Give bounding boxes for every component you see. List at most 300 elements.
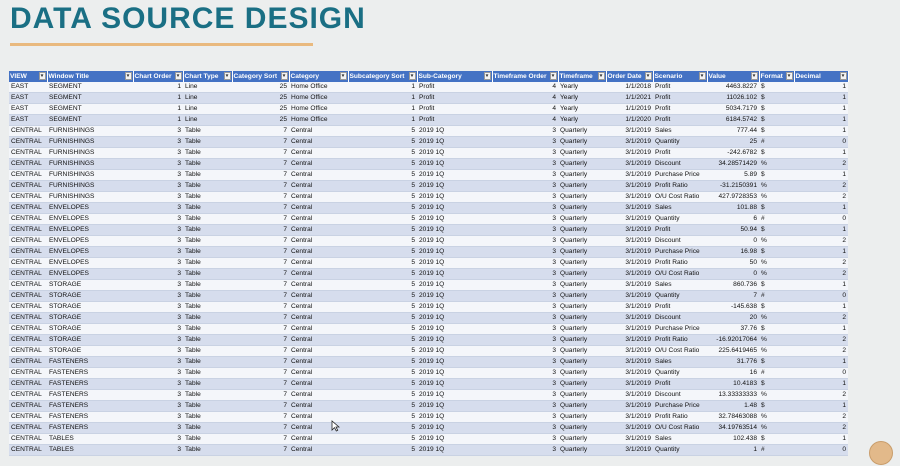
table-cell[interactable]: 777.44 [707,126,759,137]
table-cell[interactable]: 0 [794,291,848,302]
filter-dropdown-icon[interactable]: ▾ [550,72,557,80]
table-cell[interactable]: 3 [492,214,558,225]
table-cell[interactable]: Table [183,269,232,280]
table-cell[interactable]: Quarterly [558,258,606,269]
table-cell[interactable]: $ [759,82,794,93]
table-cell[interactable]: 7 [232,401,289,412]
table-cell[interactable]: Sales [653,280,707,291]
table-cell[interactable]: Quarterly [558,445,606,456]
table-cell[interactable]: SEGMENT [47,82,133,93]
table-cell[interactable]: 3 [133,181,183,192]
table-cell[interactable]: 7 [232,126,289,137]
table-cell[interactable]: O/U Cost Ratio [653,423,707,434]
table-cell[interactable]: -242.6782 [707,148,759,159]
filter-dropdown-icon[interactable]: ▾ [39,72,46,80]
table-cell[interactable]: 7 [232,247,289,258]
table-cell[interactable]: 6184.5742 [707,115,759,126]
table-cell[interactable]: 3/1/2019 [606,368,653,379]
table-cell[interactable]: 3/1/2019 [606,291,653,302]
table-cell[interactable]: 2 [794,258,848,269]
table-cell[interactable]: 2019 1Q [417,258,492,269]
table-cell[interactable]: # [759,137,794,148]
table-cell[interactable]: 3 [492,247,558,258]
table-cell[interactable]: Quarterly [558,379,606,390]
table-cell[interactable]: 3 [133,159,183,170]
table-cell[interactable]: 1 [794,115,848,126]
table-cell[interactable]: 2019 1Q [417,170,492,181]
table-cell[interactable]: CENTRAL [9,423,47,434]
table-cell[interactable]: % [759,258,794,269]
table-cell[interactable]: # [759,291,794,302]
table-cell[interactable]: 2 [794,181,848,192]
table-cell[interactable]: 3 [133,214,183,225]
table-cell[interactable]: FURNISHINGS [47,148,133,159]
table-cell[interactable]: 3/1/2019 [606,379,653,390]
table-cell[interactable]: 50.94 [707,225,759,236]
table-cell[interactable]: % [759,335,794,346]
table-cell[interactable]: 0 [707,269,759,280]
table-cell[interactable]: 3 [133,368,183,379]
table-cell[interactable]: Yearly [558,82,606,93]
table-cell[interactable]: Central [289,258,348,269]
table-cell[interactable]: Quarterly [558,401,606,412]
table-cell[interactable]: 1 [794,203,848,214]
table-cell[interactable]: 3 [492,126,558,137]
table-cell[interactable]: 1.48 [707,401,759,412]
column-header[interactable] [417,71,492,82]
table-cell[interactable]: Quarterly [558,203,606,214]
table-cell[interactable]: -145.638 [707,302,759,313]
table-cell[interactable]: Profit [653,148,707,159]
table-cell[interactable]: 3 [492,137,558,148]
table-cell[interactable]: 3 [133,335,183,346]
table-cell[interactable]: $ [759,93,794,104]
table-cell[interactable]: 5 [348,324,417,335]
table-cell[interactable]: % [759,313,794,324]
table-cell[interactable]: 20 [707,313,759,324]
table-cell[interactable]: CENTRAL [9,313,47,324]
table-cell[interactable]: 7 [232,225,289,236]
table-cell[interactable]: Home Office [289,93,348,104]
table-cell[interactable]: 3 [133,412,183,423]
table-cell[interactable]: 3 [492,346,558,357]
table-cell[interactable]: FURNISHINGS [47,126,133,137]
table-cell[interactable]: 2019 1Q [417,379,492,390]
table-cell[interactable]: 3 [133,137,183,148]
table-cell[interactable]: 3/1/2019 [606,335,653,346]
filter-dropdown-icon[interactable]: ▾ [409,72,416,80]
table-cell[interactable]: 3 [133,423,183,434]
table-cell[interactable]: $ [759,126,794,137]
column-header[interactable] [47,71,133,82]
table-cell[interactable]: 7 [232,412,289,423]
table-cell[interactable]: Quarterly [558,236,606,247]
table-cell[interactable]: 6 [707,214,759,225]
table-cell[interactable]: 5 [348,434,417,445]
table-cell[interactable]: Profit [417,104,492,115]
table-cell[interactable]: 2019 1Q [417,280,492,291]
table-cell[interactable]: STORAGE [47,335,133,346]
table-cell[interactable]: Table [183,170,232,181]
table-cell[interactable]: O/U Cost Ratio [653,269,707,280]
table-cell[interactable]: CENTRAL [9,434,47,445]
table-cell[interactable]: Central [289,214,348,225]
table-cell[interactable]: Discount [653,159,707,170]
table-cell[interactable]: 5 [348,203,417,214]
table-cell[interactable]: 3 [492,203,558,214]
table-cell[interactable]: 1/1/2020 [606,115,653,126]
table-cell[interactable]: 7 [232,324,289,335]
table-cell[interactable]: 5 [348,335,417,346]
table-cell[interactable]: 1 [794,93,848,104]
table-cell[interactable]: SEGMENT [47,115,133,126]
table-cell[interactable]: 3/1/2019 [606,137,653,148]
filter-dropdown-icon[interactable]: ▾ [281,72,288,80]
table-cell[interactable]: 2 [794,159,848,170]
table-cell[interactable]: 427.9728353 [707,192,759,203]
table-cell[interactable]: 5 [348,357,417,368]
table-cell[interactable]: $ [759,247,794,258]
filter-dropdown-icon[interactable]: ▾ [840,72,847,80]
table-cell[interactable]: 7 [232,302,289,313]
column-header[interactable] [9,71,47,82]
table-cell[interactable]: 2019 1Q [417,203,492,214]
table-cell[interactable]: Central [289,137,348,148]
table-cell[interactable]: % [759,236,794,247]
table-cell[interactable]: 1 [794,104,848,115]
table-cell[interactable]: Yearly [558,115,606,126]
table-cell[interactable]: Line [183,82,232,93]
table-cell[interactable]: Profit [653,379,707,390]
table-cell[interactable]: 3 [492,313,558,324]
table-cell[interactable]: Table [183,434,232,445]
table-cell[interactable]: 3 [492,291,558,302]
table-cell[interactable]: 3 [492,357,558,368]
table-cell[interactable]: 5 [348,368,417,379]
table-cell[interactable]: Table [183,159,232,170]
table-cell[interactable]: 3/1/2019 [606,159,653,170]
table-cell[interactable]: CENTRAL [9,324,47,335]
table-cell[interactable]: 5 [348,445,417,456]
table-cell[interactable]: 225.6419465 [707,346,759,357]
table-cell[interactable]: 2 [794,269,848,280]
table-cell[interactable]: Central [289,203,348,214]
table-cell[interactable]: STORAGE [47,313,133,324]
table-cell[interactable]: EAST [9,82,47,93]
column-header[interactable] [606,71,653,82]
table-cell[interactable]: 7 [232,390,289,401]
table-cell[interactable]: Sales [653,203,707,214]
table-cell[interactable]: Central [289,390,348,401]
table-cell[interactable]: CENTRAL [9,412,47,423]
table-cell[interactable]: CENTRAL [9,247,47,258]
table-cell[interactable]: 5 [348,137,417,148]
table-cell[interactable]: 1 [794,434,848,445]
table-cell[interactable]: 25 [232,93,289,104]
filter-dropdown-icon[interactable]: ▾ [598,72,605,80]
table-cell[interactable]: Table [183,192,232,203]
table-cell[interactable]: 34.28571429 [707,159,759,170]
table-cell[interactable]: 3/1/2019 [606,324,653,335]
column-header[interactable] [183,71,232,82]
table-cell[interactable]: Central [289,302,348,313]
table-cell[interactable]: ENVELOPES [47,203,133,214]
table-cell[interactable]: CENTRAL [9,258,47,269]
table-cell[interactable]: ENVELOPES [47,269,133,280]
table-cell[interactable]: Quarterly [558,291,606,302]
table-cell[interactable]: 2019 1Q [417,236,492,247]
table-cell[interactable]: CENTRAL [9,148,47,159]
table-cell[interactable]: 3/1/2019 [606,203,653,214]
table-cell[interactable]: % [759,159,794,170]
table-cell[interactable]: Quarterly [558,346,606,357]
table-cell[interactable]: 3 [133,313,183,324]
table-cell[interactable]: 1/1/2018 [606,82,653,93]
table-cell[interactable]: 2 [794,346,848,357]
column-header[interactable] [289,71,348,82]
table-cell[interactable]: 1 [133,93,183,104]
table-cell[interactable]: 5 [348,214,417,225]
table-cell[interactable]: 2 [794,313,848,324]
table-cell[interactable]: Quantity [653,368,707,379]
table-cell[interactable]: 3/1/2019 [606,280,653,291]
column-header[interactable] [232,71,289,82]
table-cell[interactable]: Quarterly [558,269,606,280]
table-cell[interactable]: O/U Cost Ratio [653,346,707,357]
filter-dropdown-icon[interactable]: ▾ [751,72,758,80]
table-cell[interactable]: 3/1/2019 [606,302,653,313]
table-cell[interactable]: 4 [492,82,558,93]
table-cell[interactable]: 2019 1Q [417,137,492,148]
table-cell[interactable]: 3 [133,258,183,269]
table-cell[interactable]: Central [289,225,348,236]
table-cell[interactable]: % [759,346,794,357]
table-cell[interactable]: FASTENERS [47,357,133,368]
table-cell[interactable]: 1 [794,126,848,137]
table-cell[interactable]: Profit Ratio [653,335,707,346]
table-cell[interactable]: $ [759,434,794,445]
table-cell[interactable]: Central [289,181,348,192]
table-cell[interactable]: CENTRAL [9,280,47,291]
table-cell[interactable]: 5 [348,225,417,236]
table-cell[interactable]: Profit Ratio [653,181,707,192]
table-cell[interactable]: Quarterly [558,313,606,324]
table-cell[interactable]: Yearly [558,104,606,115]
table-cell[interactable]: 3 [133,379,183,390]
table-cell[interactable]: Purchase Price [653,401,707,412]
table-cell[interactable]: SEGMENT [47,104,133,115]
table-cell[interactable]: 5 [348,269,417,280]
table-cell[interactable]: 5 [348,346,417,357]
table-cell[interactable]: Quarterly [558,302,606,313]
table-cell[interactable]: Table [183,335,232,346]
table-cell[interactable]: 3 [133,148,183,159]
table-cell[interactable]: 5 [348,159,417,170]
table-cell[interactable]: # [759,214,794,225]
table-cell[interactable]: $ [759,170,794,181]
table-cell[interactable]: Profit [653,115,707,126]
table-cell[interactable]: Quarterly [558,280,606,291]
table-cell[interactable]: STORAGE [47,346,133,357]
table-cell[interactable]: O/U Cost Ratio [653,192,707,203]
table-cell[interactable]: 3 [133,126,183,137]
table-cell[interactable]: 5 [348,247,417,258]
table-cell[interactable]: 1 [794,225,848,236]
table-cell[interactable]: FASTENERS [47,368,133,379]
table-cell[interactable]: CENTRAL [9,357,47,368]
table-cell[interactable]: 5 [348,258,417,269]
table-cell[interactable]: $ [759,115,794,126]
table-cell[interactable]: Quarterly [558,368,606,379]
table-cell[interactable]: 7 [232,335,289,346]
table-cell[interactable]: 102.438 [707,434,759,445]
table-cell[interactable]: 5 [348,401,417,412]
table-cell[interactable]: 2019 1Q [417,313,492,324]
table-cell[interactable]: Quarterly [558,137,606,148]
table-cell[interactable]: 1 [794,324,848,335]
table-cell[interactable]: 7 [232,258,289,269]
table-cell[interactable]: 1 [794,280,848,291]
table-cell[interactable]: 3 [492,324,558,335]
table-cell[interactable]: 2019 1Q [417,412,492,423]
filter-dropdown-icon[interactable]: ▾ [340,72,347,80]
table-cell[interactable]: 7 [232,357,289,368]
table-cell[interactable]: 5.89 [707,170,759,181]
table-cell[interactable]: Profit Ratio [653,412,707,423]
column-header[interactable] [794,71,848,82]
table-cell[interactable]: 1 [794,170,848,181]
table-cell[interactable]: CENTRAL [9,379,47,390]
table-cell[interactable]: 5 [348,390,417,401]
table-cell[interactable]: 3/1/2019 [606,390,653,401]
table-cell[interactable]: 3 [492,258,558,269]
table-cell[interactable]: FASTENERS [47,423,133,434]
table-cell[interactable]: 25 [232,104,289,115]
table-cell[interactable]: Line [183,115,232,126]
table-cell[interactable]: 7 [232,181,289,192]
table-cell[interactable]: 2 [794,412,848,423]
table-cell[interactable]: Home Office [289,82,348,93]
column-header[interactable] [653,71,707,82]
table-cell[interactable]: 3/1/2019 [606,192,653,203]
table-cell[interactable]: CENTRAL [9,401,47,412]
table-cell[interactable]: Table [183,324,232,335]
table-cell[interactable]: # [759,368,794,379]
table-cell[interactable]: 3 [492,445,558,456]
table-cell[interactable]: Table [183,390,232,401]
table-cell[interactable]: 3 [492,192,558,203]
table-cell[interactable]: % [759,269,794,280]
table-cell[interactable]: Central [289,159,348,170]
table-cell[interactable]: $ [759,104,794,115]
table-cell[interactable]: EAST [9,93,47,104]
table-cell[interactable]: Profit [653,104,707,115]
table-cell[interactable]: 2 [794,192,848,203]
table-cell[interactable]: 1 [707,445,759,456]
table-cell[interactable]: Quantity [653,137,707,148]
table-cell[interactable]: 3 [133,302,183,313]
table-cell[interactable]: CENTRAL [9,126,47,137]
table-cell[interactable]: 7 [232,236,289,247]
table-cell[interactable]: ENVELOPES [47,225,133,236]
filter-dropdown-icon[interactable]: ▾ [786,72,793,80]
table-cell[interactable]: 3 [492,390,558,401]
table-cell[interactable]: 3/1/2019 [606,423,653,434]
table-cell[interactable]: $ [759,401,794,412]
table-cell[interactable]: 3 [492,368,558,379]
table-cell[interactable]: 2019 1Q [417,181,492,192]
table-cell[interactable]: 2019 1Q [417,302,492,313]
table-cell[interactable]: 3 [133,203,183,214]
table-cell[interactable]: 5 [348,313,417,324]
table-cell[interactable]: $ [759,357,794,368]
table-cell[interactable]: Central [289,445,348,456]
table-cell[interactable]: 1 [133,82,183,93]
table-cell[interactable]: STORAGE [47,280,133,291]
table-cell[interactable]: FURNISHINGS [47,181,133,192]
table-cell[interactable]: 3 [492,170,558,181]
table-cell[interactable]: Profit [417,115,492,126]
table-cell[interactable]: CENTRAL [9,203,47,214]
table-cell[interactable]: 3 [492,423,558,434]
table-cell[interactable]: 1 [133,115,183,126]
table-cell[interactable]: 2019 1Q [417,291,492,302]
table-cell[interactable]: Table [183,148,232,159]
table-cell[interactable]: 50 [707,258,759,269]
table-cell[interactable]: % [759,390,794,401]
table-cell[interactable]: 3 [492,269,558,280]
table-cell[interactable]: 2 [794,236,848,247]
table-cell[interactable]: STORAGE [47,291,133,302]
table-cell[interactable]: $ [759,148,794,159]
table-cell[interactable]: 3 [492,335,558,346]
table-cell[interactable]: 0 [794,445,848,456]
table-cell[interactable]: 3 [133,247,183,258]
table-cell[interactable]: 34.19763514 [707,423,759,434]
table-cell[interactable]: 1 [348,82,417,93]
table-cell[interactable]: Quarterly [558,170,606,181]
table-cell[interactable]: CENTRAL [9,291,47,302]
table-cell[interactable]: STORAGE [47,324,133,335]
table-cell[interactable]: 860.736 [707,280,759,291]
table-cell[interactable]: 3/1/2019 [606,258,653,269]
table-cell[interactable]: Table [183,214,232,225]
table-cell[interactable]: 3/1/2019 [606,269,653,280]
table-cell[interactable]: Central [289,434,348,445]
table-cell[interactable]: Table [183,126,232,137]
table-cell[interactable]: 3 [492,236,558,247]
table-cell[interactable]: Profit [653,82,707,93]
table-cell[interactable]: Table [183,445,232,456]
table-cell[interactable]: 2019 1Q [417,214,492,225]
table-cell[interactable]: Table [183,412,232,423]
table-cell[interactable]: Table [183,401,232,412]
table-cell[interactable]: Sales [653,434,707,445]
table-cell[interactable]: Central [289,126,348,137]
table-cell[interactable]: 1 [794,302,848,313]
table-cell[interactable]: 1 [348,93,417,104]
table-cell[interactable]: 2019 1Q [417,357,492,368]
table-cell[interactable]: ENVELOPES [47,236,133,247]
table-cell[interactable]: 5 [348,412,417,423]
table-cell[interactable]: Sales [653,357,707,368]
table-cell[interactable]: FURNISHINGS [47,137,133,148]
table-cell[interactable]: 2 [794,335,848,346]
table-cell[interactable]: 3 [133,324,183,335]
table-cell[interactable]: Purchase Price [653,324,707,335]
table-cell[interactable]: 101.88 [707,203,759,214]
table-cell[interactable]: CENTRAL [9,192,47,203]
